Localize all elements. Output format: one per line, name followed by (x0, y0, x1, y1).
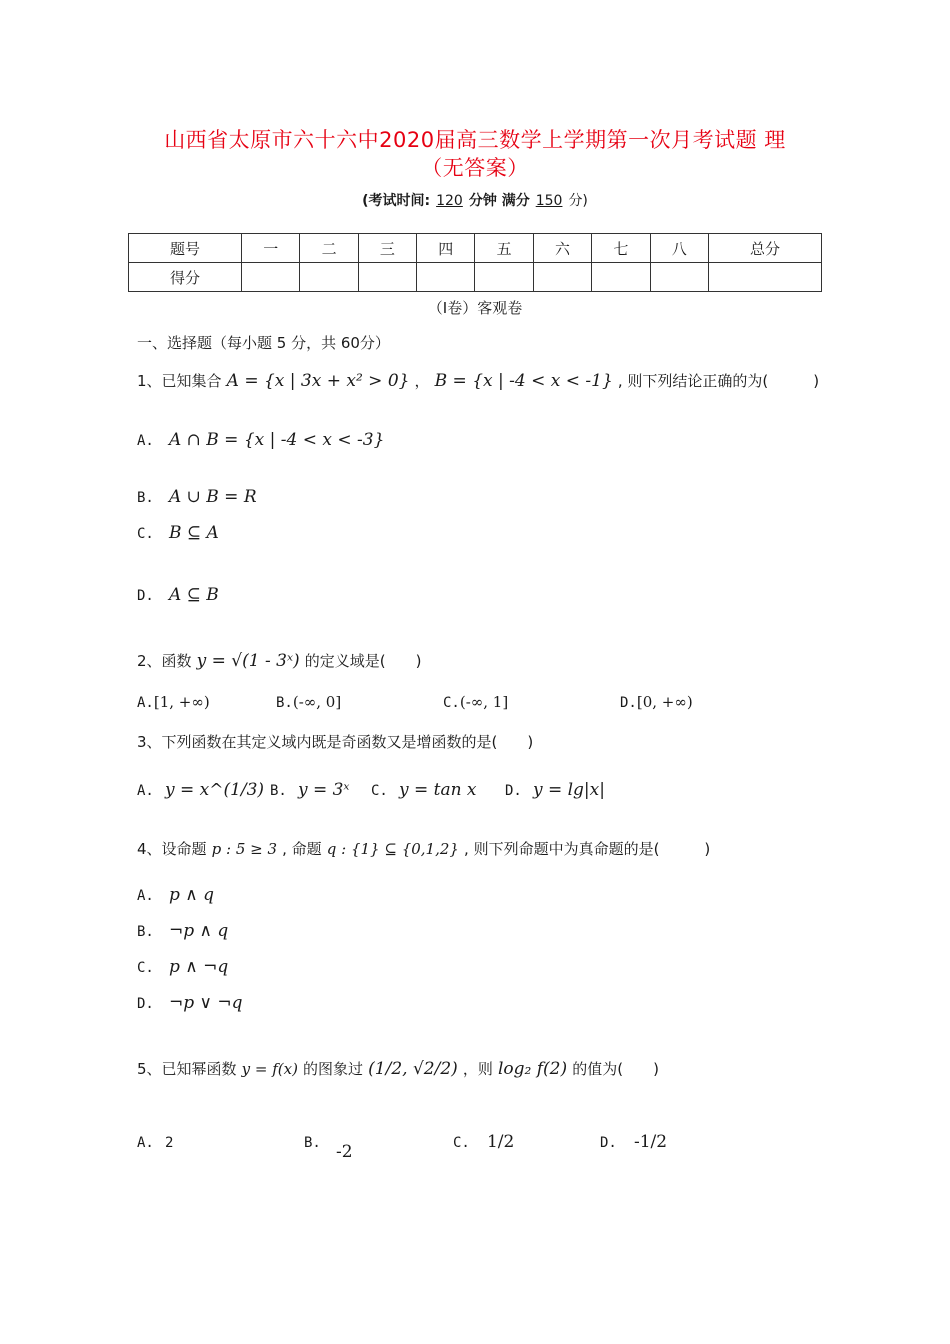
score-table (128, 233, 822, 292)
option-expression: ¬p ∨ ¬q (168, 993, 243, 1013)
option-c (443, 692, 508, 711)
option-label: C. (137, 526, 154, 542)
option-a (137, 692, 210, 711)
option-label: A. (137, 433, 154, 449)
score-cell[interactable] (708, 263, 821, 292)
full-score-unit: 分) (568, 193, 588, 209)
option-a (137, 430, 384, 450)
option-expression: y = lg|x| (532, 780, 605, 800)
power-function-expression: y = f(x) (241, 1060, 298, 1078)
option-expression: [1, +∞) (153, 693, 210, 711)
document-subtitle: （无答案） (421, 156, 529, 180)
option-label: A. (137, 783, 154, 799)
option-expression: A ⊆ B (168, 585, 219, 605)
option-b (137, 487, 257, 507)
option-b (276, 692, 341, 711)
option-label: D. (600, 1135, 617, 1151)
table-cell: 八 (650, 234, 708, 263)
option-b (137, 921, 228, 941)
score-cell[interactable] (242, 263, 300, 292)
exam-meta (0, 190, 950, 210)
log-expression: log₂ f(2) (497, 1059, 568, 1079)
option-c (371, 780, 477, 800)
question-1-suffix: , 则下列结论正确的为( ) (617, 372, 820, 390)
score-table-header-row (129, 234, 822, 263)
question-5-suffix: 的值为( ) (572, 1060, 659, 1078)
option-label: C. (371, 783, 388, 799)
option-expression: (-∞, 1] (459, 693, 509, 711)
option-label: D. (137, 996, 154, 1012)
score-cell[interactable] (475, 263, 533, 292)
proposition-p: p : 5 ≥ 3 (211, 840, 278, 858)
table-cell: 题号 (129, 234, 242, 263)
option-label: D. (137, 588, 154, 604)
option-c (453, 1132, 514, 1152)
section-title: 一、选择题（每小题 5 分，共 60分） (137, 334, 390, 352)
question-5-mid2: ，则 (462, 1060, 493, 1078)
option-expression: -2 (335, 1142, 353, 1162)
question-2 (137, 650, 421, 671)
question-1-sep: ， (414, 372, 430, 390)
function-expression: y = √(1 - 3ˣ) (196, 651, 300, 671)
question-1-prefix: 1、已知集合 (137, 372, 222, 390)
option-expression: (-∞, 0] (292, 693, 342, 711)
option-expression: y = tan x (398, 780, 477, 800)
question-5-prefix: 5、已知幂函数 (137, 1060, 237, 1078)
option-label: C. (137, 960, 154, 976)
option-d (600, 1132, 667, 1152)
option-d (620, 692, 693, 711)
score-cell[interactable] (650, 263, 708, 292)
score-cell[interactable] (533, 263, 591, 292)
set-a-expression: A = {x | 3x + x² > 0} (226, 371, 410, 391)
option-expression: y = 3ˣ (297, 780, 350, 800)
table-cell: 六 (533, 234, 591, 263)
option-expression: A ∪ B = R (168, 487, 257, 507)
option-expression: 1/2 (486, 1132, 515, 1152)
exam-time-value: 120 (436, 193, 463, 209)
option-label: C. (453, 1135, 470, 1151)
option-d (137, 993, 242, 1013)
option-label: A. (137, 1135, 154, 1151)
option-expression: A ∩ B = {x | -4 < x < -3} (168, 430, 385, 450)
question-2-suffix: 的定义域是( ) (304, 652, 422, 670)
question-4-suffix: , 则下列命题中为真命题的是( ) (464, 840, 711, 858)
question-3: 3、下列函数在其定义域内既是奇函数又是增函数的是( ) (137, 733, 534, 751)
question-1 (137, 370, 819, 391)
document-title: 山西省太原市六十六中2020届高三数学上学期第一次月考试题 理 (164, 128, 786, 152)
option-label: A. (137, 695, 154, 711)
table-cell: 七 (592, 234, 650, 263)
point-expression: (1/2, √2/2) (368, 1059, 458, 1079)
option-label: C. (443, 695, 460, 711)
score-table-score-row (129, 263, 822, 292)
option-expression: ¬p ∧ q (168, 921, 229, 941)
option-expression: B ⊆ A (168, 523, 219, 543)
full-score-label: 满分 (501, 193, 530, 209)
option-label: D. (505, 783, 522, 799)
option-label: B. (304, 1135, 321, 1151)
set-b-expression: B = {x | -4 < x < -1} (434, 371, 613, 391)
option-a (137, 780, 264, 800)
volume-title: （I卷）客观卷 (427, 299, 523, 317)
option-label: A. (137, 888, 154, 904)
option-label: B. (270, 783, 287, 799)
option-b (270, 780, 349, 800)
option-d (137, 585, 219, 605)
option-b (304, 1132, 353, 1162)
exam-time-unit: 分钟 (468, 193, 497, 209)
option-label: B. (137, 490, 154, 506)
table-cell: 五 (475, 234, 533, 263)
full-score-value: 150 (535, 193, 563, 209)
question-5-mid: 的图象过 (303, 1060, 364, 1078)
question-4 (137, 838, 710, 859)
option-label: D. (620, 695, 637, 711)
score-cell[interactable] (417, 263, 475, 292)
option-expression: p ∧ q (168, 885, 214, 905)
exam-time-label: (考试时间: (362, 193, 431, 209)
option-expression: [0, +∞) (636, 693, 693, 711)
table-cell: 二 (300, 234, 358, 263)
option-expression: y = x^(1/3) (164, 780, 265, 800)
question-5 (137, 1058, 659, 1079)
option-label: B. (137, 924, 154, 940)
table-cell: 三 (358, 234, 416, 263)
score-cell[interactable] (300, 263, 358, 292)
table-cell: 四 (417, 234, 475, 263)
question-2-prefix: 2、函数 (137, 652, 192, 670)
proposition-q: q : {1} ⊆ {0,1,2} (326, 840, 459, 858)
option-expression: -1/2 (633, 1132, 668, 1152)
option-a (137, 1132, 173, 1151)
option-c (137, 523, 219, 543)
option-c (137, 957, 228, 977)
option-expression: p ∧ ¬q (168, 957, 229, 977)
option-expression: 2 (164, 1135, 174, 1151)
question-4-mid: , 命题 (282, 840, 322, 858)
option-label: B. (276, 695, 293, 711)
table-cell: 总分 (708, 234, 821, 263)
table-cell: 一 (242, 234, 300, 263)
question-4-prefix: 4、设命题 (137, 840, 207, 858)
score-cell[interactable] (592, 263, 650, 292)
option-a (137, 885, 214, 905)
table-cell: 得分 (129, 263, 242, 292)
score-cell[interactable] (358, 263, 416, 292)
option-d (505, 780, 605, 800)
